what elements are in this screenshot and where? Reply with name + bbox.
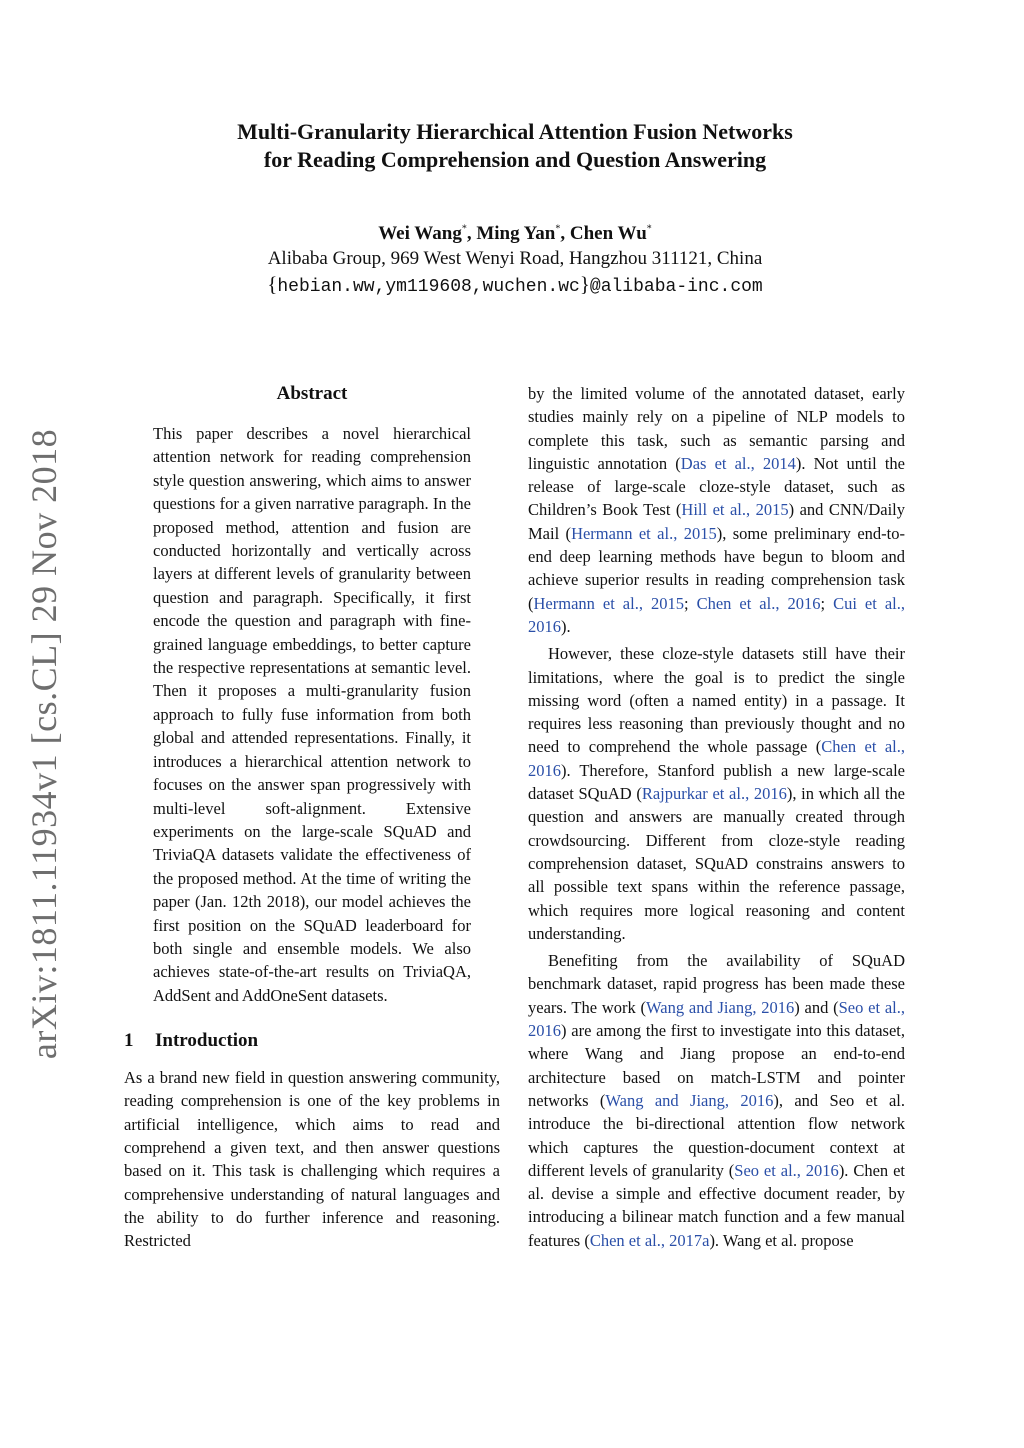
text-run: However, these cloze-style datasets still have their limitations, where the goal is to predict the single missing word (often a named entity) in a passage. It requires less reasoning than previously thought and no need to comprehend the whole passage (: [528, 644, 905, 757]
title-line-1: Multi-Granularity Hierarchical Attention Fusion Networks: [237, 119, 793, 144]
author-1: Wei Wang: [378, 223, 462, 244]
author-2-mark: *: [555, 223, 561, 235]
text-run: ). Not until the release of large-scale cloze-style dataset, such as Children’s Book Test (: [528, 453, 906, 520]
paper-title: [120, 118, 910, 174]
author-names: [120, 222, 910, 246]
author-2: Ming Yan: [476, 223, 556, 244]
citation-link[interactable]: Seo et al., 2016: [528, 997, 905, 1041]
citation-link[interactable]: Seo et al., 2016: [734, 1160, 839, 1180]
citation-link[interactable]: Cui et al., 2016: [528, 593, 905, 636]
text-run: ). Therefore, Stanford publish a new large-scale dataset SQuAD (: [528, 760, 905, 804]
text-run: ), in which all the question and answers are manually created through crowdsourcing. Different from cloze-style reading comprehension dataset, SQuAD constrains answers to all possible text spans within the reference passage, which requires more logical reasoning and content understanding.: [528, 784, 905, 943]
left-column: [124, 382, 500, 1253]
citation-link[interactable]: Das et al., 2014: [680, 453, 796, 473]
author-separator: ,: [466, 223, 477, 244]
citation-link[interactable]: Chen et al., 2017a: [589, 1230, 710, 1250]
citation-link[interactable]: Hermann et al., 2015: [571, 523, 717, 543]
paragraph-cloze-limitations: [528, 642, 905, 945]
email-open-brace: {: [267, 272, 278, 296]
text-run: ), and Seo et al. introduce the bi-directional attention flow network which captures the question-document context at different levels of granularity (: [528, 1090, 906, 1180]
text-run: Benefiting from the availability of SQuAD benchmark dataset, rapid progress has been made these years. The work (: [528, 951, 905, 1017]
abstract-heading: Abstract: [276, 383, 348, 404]
text-run: ) and (: [794, 997, 839, 1017]
citation-link[interactable]: Hermann et al., 2015: [533, 593, 684, 613]
author-emails: [120, 271, 910, 300]
title-line-2: for Reading Comprehension and Question Answering: [263, 147, 767, 172]
citation-link[interactable]: Chen et al., 2016: [696, 593, 821, 613]
author-block: [120, 222, 910, 300]
citation-link[interactable]: Rajpurkar et al., 2016: [641, 784, 787, 804]
introduction-paragraph-1: As a brand new field in question answering community, reading comprehension is one of the key problems in artificial intelligence, which aims to read and comprehend a given text, and then answer questions based on it. This task is challenging which requires a comprehensive understanding of natural languages and the ability to do further inference and reasoning. Restricted: [124, 1068, 500, 1251]
section-heading-introduction: [124, 1029, 500, 1053]
citation-link[interactable]: Wang and Jiang, 2016: [646, 997, 795, 1017]
arxiv-identifier-text: arXiv:1811.11934v1 [cs.CL] 29 Nov 2018: [24, 428, 64, 1060]
text-run: ;: [820, 593, 834, 613]
text-run: ;: [683, 593, 697, 613]
arxiv-identifier-stamp: [0, 0, 64, 1060]
section-number: 1: [124, 1030, 134, 1052]
text-run: ). Chen et al. devise a simple and effective document reader, by introducing a bilinear match function and a few manual features (: [528, 1160, 905, 1250]
author-1-mark: *: [461, 223, 467, 235]
text-run: ).: [561, 616, 571, 636]
citation-link[interactable]: Hill et al., 2015: [681, 500, 789, 520]
paragraph-squad-progress: [528, 949, 905, 1252]
author-3: Chen Wu: [569, 223, 647, 244]
text-run: ), some preliminary end-to-end deep learning methods have begun to bloom and achieve superior results in reading comprehension task (: [528, 523, 905, 613]
text-run: ) are among the first to investigate into this dataset, where Wang and Jiang propose an end-to-end architecture based on match-LSTM and pointer networks (: [528, 1021, 905, 1110]
email-close-brace: }: [579, 272, 590, 296]
right-column: [528, 382, 905, 1256]
author-separator: ,: [560, 223, 570, 244]
email-domain: @alibaba-inc.com: [589, 277, 763, 297]
author-affiliation: Alibaba Group, 969 West Wenyi Road, Hangzhou 311121, China: [267, 248, 763, 269]
citation-link[interactable]: Wang and Jiang, 2016: [605, 1090, 774, 1110]
paragraph-continued: [528, 382, 905, 638]
citation-link[interactable]: Chen et al., 2016: [528, 737, 905, 780]
text-run: ). Wang et al. propose: [709, 1230, 854, 1250]
email-users: hebian.ww,ym119608,wuchen.wc: [277, 277, 580, 297]
author-3-mark: *: [646, 223, 652, 235]
section-title: Introduction: [155, 1030, 259, 1052]
abstract-text: This paper describes a novel hierarchical attention network for reading comprehension style question answering, which aims to answer questions for a given narrative paragraph. In the proposed method, attention and fusion are conducted horizontally and vertically across layers at different levels of granularity between question and paragraph. Specifically, it first encode the question and paragraph with fine-grained language embeddings, to better capture the respective representations at semantic level. Then it proposes a multi-granularity fusion approach to fully fuse information from both global and attended representations. Finally, it introduces a hierarchical attention network to focuses on the answer span progressively with multi-level soft-alignment. Extensive experiments on the large-scale SQuAD and TriviaQA datasets validate the effectiveness of the proposed method. At the time of writing the paper (Jan. 12th 2018), our model achieves the first position on the SQuAD leaderboard for both single and ensemble models. We also achieves state-of-the-art results on TriviaQA, AddSent and AddOneSent datasets.: [153, 424, 471, 1005]
text-run: by the limited volume of the annotated dataset, early studies mainly rely on a pipeline of NLP models to complete this task, such as semantic parsing and linguistic annotation (: [528, 384, 905, 473]
text-run: ) and CNN/Daily Mail (: [528, 500, 905, 543]
